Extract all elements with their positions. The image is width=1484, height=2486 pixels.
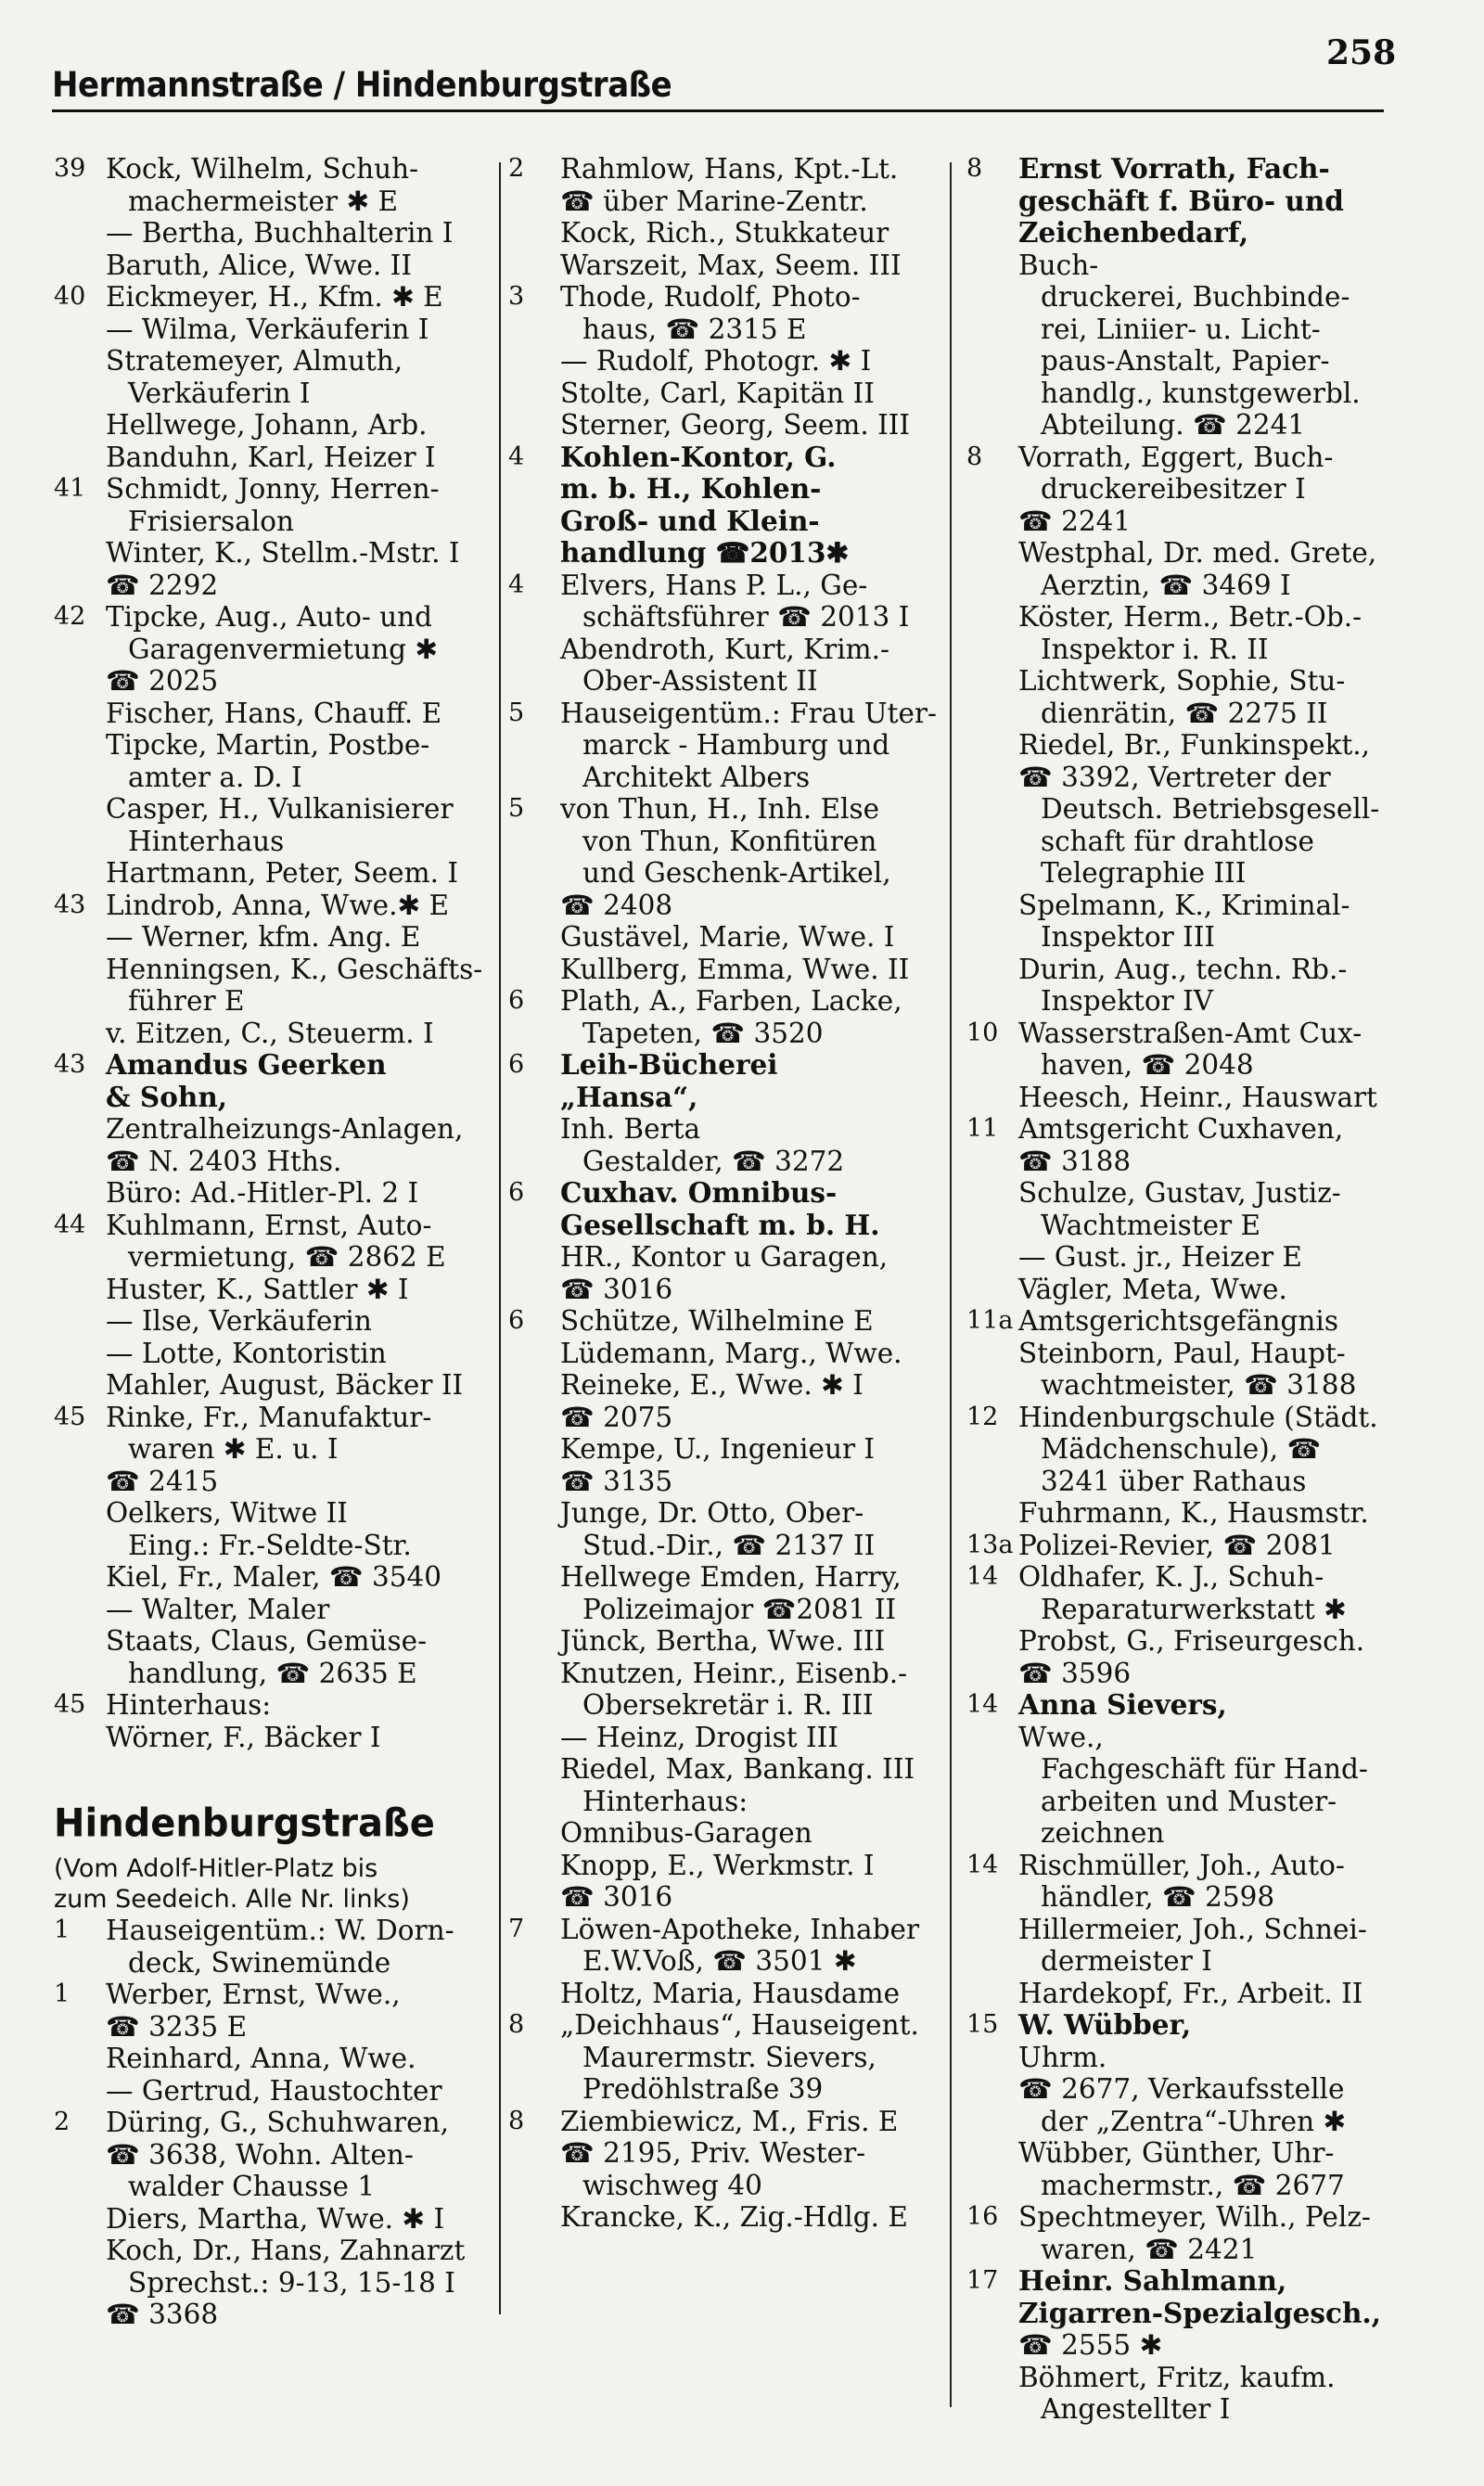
house-number: 6 xyxy=(508,1306,525,1335)
entry-line: Spelmann, K., Kriminal- xyxy=(1018,889,1350,921)
column-divider xyxy=(499,162,501,2314)
entry-line: Casper, H., Vulkanisierer xyxy=(106,793,454,825)
entry-line: Fischer, Hans, Chauff. E xyxy=(106,697,442,729)
entry-firm-name: Anna Sievers, xyxy=(1018,1688,1227,1721)
page-number: 258 xyxy=(1326,33,1397,72)
entry-firm-name: Cuxhav. Omnibus- xyxy=(560,1176,838,1209)
entry-line: wachtmeister, ☎ 3188 xyxy=(1041,1369,1357,1401)
entry-line: ☎ 2241 xyxy=(1018,505,1132,537)
entry-line: Wasserstraßen-Amt Cux- xyxy=(1018,1017,1362,1049)
entry-line: Schütze, Wilhelmine E xyxy=(560,1305,874,1337)
directory-entry xyxy=(508,2009,944,2106)
entry-line: Schmidt, Jonny, Herren- xyxy=(106,473,440,505)
entry-line: Garagenvermietung ✱ xyxy=(128,633,439,665)
house-number: 41 xyxy=(54,474,86,503)
house-number: 11a xyxy=(966,1306,1014,1335)
directory-entry xyxy=(966,442,1421,1018)
entry-line: ☎ 2075 xyxy=(560,1401,673,1433)
house-number: 14 xyxy=(966,1562,999,1591)
entry-line: Hellwege, Johann, Arb. xyxy=(106,409,428,441)
directory-entry xyxy=(508,1049,944,1177)
entry-line: Jünck, Bertha, Wwe. III xyxy=(560,1625,886,1657)
directory-entry xyxy=(54,1402,499,1690)
entry-line: Hillermeier, Joh., Schnei- xyxy=(1018,1913,1367,1945)
entry-line: Löwen-Apotheke, Inhaber xyxy=(560,1913,920,1945)
entry-line: der „Zentra“-Uhren ✱ xyxy=(1041,2105,1347,2137)
entry-line: arbeiten und Muster- xyxy=(1041,1785,1337,1817)
directory-entry xyxy=(54,153,499,281)
house-number: 12 xyxy=(966,1402,999,1431)
entry-line: ☎ 3368 xyxy=(106,2299,219,2330)
entry-line: ☎ 3638, Wohn. Alten- xyxy=(106,2138,414,2171)
directory-entry xyxy=(54,1210,499,1402)
entry-line: Stratemeyer, Almuth, xyxy=(106,345,403,377)
entry-line: haven, ☎ 2048 xyxy=(1041,1049,1254,1081)
entry-line: Steinborn, Paul, Haupt- xyxy=(1018,1337,1346,1369)
entry-line: ☎ 3596 xyxy=(1018,1657,1132,1689)
entry-line: von Thun, Konfitüren xyxy=(582,825,877,857)
entry-line: Telegraphie III xyxy=(1041,857,1247,889)
entry-line: — Heinz, Drogist III xyxy=(560,1721,838,1753)
entry-line: Gestalder, ☎ 3272 xyxy=(582,1145,845,1177)
entry-line: Staats, Claus, Gemüse- xyxy=(106,1625,428,1657)
entry-line: ☎ 3235 E xyxy=(106,2010,248,2043)
entry-line: Tipcke, Martin, Postbe- xyxy=(106,729,430,761)
directory-entry xyxy=(508,1914,944,2010)
entry-line: schäftsführer ☎ 2013 I xyxy=(582,601,910,633)
entry-line: HR., Kontor u Garagen, xyxy=(560,1241,889,1273)
entry-line: Eing.: Fr.-Seldte-Str. xyxy=(128,1529,412,1561)
entry-firm-name: „Hansa“, xyxy=(560,1080,698,1113)
house-number: 4 xyxy=(508,570,525,599)
entry-line: Junge, Dr. Otto, Ober- xyxy=(560,1497,864,1529)
entry-line: E.W.Voß, ☎ 3501 ✱ xyxy=(582,1945,857,1977)
entry-line: ☎ 3016 xyxy=(560,1273,673,1305)
entry-line: waren, ☎ 2421 xyxy=(1041,2233,1258,2265)
house-number: 8 xyxy=(508,2106,525,2135)
entry-line: amter a. D. I xyxy=(128,761,302,793)
entry-line: Oldhafer, K. J., Schuh- xyxy=(1018,1561,1324,1593)
entry-line: — Gertrud, Haustochter xyxy=(106,2074,442,2107)
directory-entry xyxy=(54,1915,499,1979)
house-number: 5 xyxy=(508,698,525,727)
house-number: 4 xyxy=(508,442,525,471)
entry-line: 3241 über Rathaus xyxy=(1041,1465,1307,1497)
entry-line: Reparaturwerkstatt ✱ xyxy=(1041,1593,1347,1625)
entry-line: Kuhlmann, Ernst, Auto- xyxy=(106,1209,432,1241)
entry-line: — Lotte, Kontoristin xyxy=(106,1337,387,1369)
house-number: 2 xyxy=(54,2108,70,2136)
entry-firm-name: Kohlen-Kontor, G. xyxy=(560,440,837,473)
house-number: 39 xyxy=(54,154,86,183)
entry-line: Predöhlstraße 39 xyxy=(582,2073,824,2105)
house-number: 10 xyxy=(966,1018,999,1047)
entry-line: Hinterhaus: xyxy=(106,1689,272,1721)
entry-line: Gustävel, Marie, Wwe. I xyxy=(560,921,895,953)
entry-line: Sprechst.: 9-13, 15-18 I xyxy=(128,2266,455,2299)
directory-entry xyxy=(966,2201,1421,2265)
entry-line: machermstr., ☎ 2677 xyxy=(1041,2169,1345,2201)
entry-line: Huster, K., Sattler ✱ I xyxy=(106,1273,409,1305)
entry-line: Rinke, Fr., Manufaktur- xyxy=(106,1401,432,1433)
entry-line: ☎ 3188 xyxy=(1018,1145,1132,1177)
entry-line: Schulze, Gustav, Justiz- xyxy=(1018,1177,1341,1209)
house-number: 45 xyxy=(54,1690,86,1719)
entry-line: „Deichhaus“, Hauseigent. xyxy=(560,2009,919,2041)
entry-line: dienrätin, ☎ 2275 II xyxy=(1041,697,1328,729)
entry-line: Banduhn, Karl, Heizer I xyxy=(106,441,436,473)
entry-line: Mädchenschule), ☎ xyxy=(1041,1433,1322,1465)
entry-line: Hinterhaus xyxy=(128,825,285,857)
street-note: (Vom Adolf-Hitler-Platz bis xyxy=(54,1854,378,1883)
street-note: zum Seedeich. Alle Nr. links) xyxy=(54,1885,410,1914)
entry-line: Hartmann, Peter, Seem. I xyxy=(106,857,458,889)
entry-line: Tipcke, Aug., Auto- und xyxy=(106,601,433,633)
entry-line: Riedel, Br., Funkinspekt., xyxy=(1018,729,1371,761)
entry-line: Knopp, E., Werkmstr. I xyxy=(560,1849,875,1881)
entry-line: Amtsgericht Cuxhaven, xyxy=(1018,1113,1344,1145)
entry-line: Architekt Albers xyxy=(582,761,811,793)
directory-column-2 xyxy=(508,153,944,2234)
directory-entry xyxy=(508,281,944,442)
entry-line: druckerei, Buchbinde- xyxy=(1041,281,1350,313)
directory-entry xyxy=(54,1979,499,2107)
directory-entry xyxy=(508,570,944,698)
entry-line: von Thun, H., Inh. Else xyxy=(560,793,880,825)
house-number: 45 xyxy=(54,1402,86,1431)
house-number: 5 xyxy=(508,794,525,823)
entry-line: rei, Liniier- u. Licht- xyxy=(1041,313,1321,345)
entry-line: Rahmlow, Hans, Kpt.-Lt. xyxy=(560,153,899,185)
entry-line: Mahler, August, Bäcker II xyxy=(106,1369,464,1401)
entry-line: Obersekretär i. R. III xyxy=(582,1689,874,1721)
entry-line: Polizei-Revier, ☎ 2081 xyxy=(1018,1529,1336,1561)
entry-line: ☎ 2408 xyxy=(560,889,673,921)
entry-line: Kock, Rich., Stukkateur xyxy=(560,217,889,249)
directory-entry xyxy=(508,698,944,794)
entry-line: Büro: Ad.-Hitler-Pl. 2 I xyxy=(106,1177,419,1209)
entry-line: ☎ 3392, Vertreter der xyxy=(1018,761,1331,793)
entry-firm-name: Groß- und Klein- xyxy=(560,504,820,537)
entry-line: Warszeit, Max, Seem. III xyxy=(560,249,902,281)
entry-line: Wörner, F., Bäcker I xyxy=(106,1721,381,1753)
entry-line: vermietung, ☎ 2862 E xyxy=(128,1241,446,1273)
entry-firm-name: & Sohn, xyxy=(106,1080,228,1113)
entry-line: Lindrob, Anna, Wwe.✱ E xyxy=(106,889,450,921)
entry-line: marck - Hamburg und xyxy=(582,729,890,761)
house-number: 6 xyxy=(508,986,525,1015)
entry-line: — Ilse, Verkäuferin xyxy=(106,1305,372,1337)
entry-line: Zentralheizungs-Anlagen, xyxy=(106,1113,464,1145)
entry-line: Holtz, Maria, Hausdame xyxy=(560,1977,901,2009)
directory-entry xyxy=(966,1561,1421,1689)
entry-firm-name: geschäft f. Büro- und xyxy=(1018,184,1344,217)
house-number: 15 xyxy=(966,2010,999,2039)
entry-firm-name: Zigarren-Spezialgesch., xyxy=(1018,2296,1381,2329)
entry-line: zeichnen xyxy=(1041,1817,1165,1849)
entry-line: Riedel, Max, Bankang. III xyxy=(560,1753,915,1785)
house-number: 13a xyxy=(966,1530,1014,1559)
entry-line: Wwe., xyxy=(1018,1721,1104,1753)
entry-line: Fachgeschäft für Hand- xyxy=(1041,1753,1368,1785)
directory-entry xyxy=(508,442,944,570)
directory-entry xyxy=(966,1850,1421,2010)
entry-line: ☎ 2677, Verkaufsstelle xyxy=(1018,2073,1345,2105)
entry-line: Sterner, Georg, Seem. III xyxy=(560,409,911,441)
entry-firm-name: W. Wübber, xyxy=(1018,2008,1192,2041)
entry-line: Reinhard, Anna, Wwe. xyxy=(106,2043,416,2074)
entry-line: Buch- xyxy=(1018,249,1099,281)
entry-line: druckereibesitzer I xyxy=(1041,473,1306,505)
entry-line: ☎ 2025 xyxy=(106,665,219,697)
entry-line: Hinterhaus: xyxy=(582,1785,748,1817)
header-rule xyxy=(52,109,1384,112)
entry-line: Düring, G., Schuhwaren, xyxy=(106,2107,449,2138)
house-number: 2 xyxy=(508,154,525,183)
house-number: 44 xyxy=(54,1210,86,1239)
entry-firm-name: Leih-Bücherei xyxy=(560,1048,778,1081)
entry-line: Heesch, Heinr., Hauswart xyxy=(1018,1081,1377,1113)
entry-line: waren ✱ E. u. I xyxy=(128,1433,339,1465)
column-divider xyxy=(950,162,952,2407)
entry-line: Tapeten, ☎ 3520 xyxy=(582,1017,824,1049)
entry-line: Hardekopf, Fr., Arbeit. II xyxy=(1018,1977,1363,2009)
entry-line: Plath, A., Farben, Lacke, xyxy=(560,985,902,1017)
directory-entry xyxy=(54,2107,499,2331)
house-number: 3 xyxy=(508,282,525,311)
house-number: 1 xyxy=(54,1916,70,1944)
entry-line: Stud.-Dir., ☎ 2137 II xyxy=(582,1529,876,1561)
entry-line: Kock, Wilhelm, Schuh- xyxy=(106,153,419,185)
entry-line: Eickmeyer, H., Kfm. ✱ E xyxy=(106,281,443,313)
entry-line: Thode, Rudolf, Photo- xyxy=(560,281,861,313)
entry-line: Kempe, U., Ingenieur I xyxy=(560,1433,876,1465)
entry-line: Oelkers, Witwe II xyxy=(106,1497,348,1529)
entry-line: schaft für drahtlose xyxy=(1041,825,1315,857)
entry-line: Lüdemann, Marg., Wwe. xyxy=(560,1337,902,1369)
entry-firm-name: m. b. H., Kohlen- xyxy=(560,472,822,505)
entry-line: Wachtmeister E xyxy=(1041,1209,1261,1241)
directory-entry xyxy=(508,985,944,1049)
entry-line: Krancke, K., Zig.-Hdlg. E xyxy=(560,2201,908,2233)
house-number: 42 xyxy=(54,602,86,631)
directory-entry xyxy=(966,2265,1421,2426)
directory-entry xyxy=(966,1530,1421,1562)
entry-line: Koch, Dr., Hans, Zahnarzt xyxy=(106,2235,466,2266)
directory-entry xyxy=(54,601,499,890)
entry-line: Angestellter I xyxy=(1041,2393,1231,2425)
directory-entry xyxy=(508,1305,944,1914)
house-number: 8 xyxy=(508,2010,525,2039)
directory-entry xyxy=(966,1689,1421,1850)
entry-line: Fuhrmann, K., Hausmstr. xyxy=(1018,1497,1369,1529)
entry-line: Winter, K., Stellm.-Mstr. I xyxy=(106,537,460,569)
entry-firm-name: Gesellschaft m. b. H. xyxy=(560,1208,880,1241)
entry-line: Inh. Berta xyxy=(560,1113,701,1145)
house-number: 11 xyxy=(966,1114,999,1143)
entry-line: Wübber, Günther, Uhr- xyxy=(1018,2137,1335,2169)
entry-line: v. Eitzen, C., Steuerm. I xyxy=(106,1017,434,1049)
entry-line: Verkäuferin I xyxy=(128,377,311,409)
directory-entry xyxy=(508,153,944,281)
house-number: 43 xyxy=(54,890,86,919)
entry-line: handlung, ☎ 2635 E xyxy=(128,1657,417,1689)
house-number: 8 xyxy=(966,442,983,471)
directory-column-3 xyxy=(966,153,1421,2426)
entry-line: Knutzen, Heinr., Eisenb.- xyxy=(560,1657,908,1689)
entry-line: Inspektor i. R. II xyxy=(1041,633,1269,665)
house-number: 17 xyxy=(966,2266,999,2295)
entry-line: ☎ über Marine-Zentr. xyxy=(560,185,868,217)
house-number: 6 xyxy=(508,1178,525,1207)
house-number: 16 xyxy=(966,2202,999,2231)
entry-line: Kullberg, Emma, Wwe. II xyxy=(560,953,910,985)
entry-line: paus-Anstalt, Papier- xyxy=(1041,345,1330,377)
entry-line: Hindenburgschule (Städt. xyxy=(1018,1401,1378,1433)
entry-line: handlg., kunstgewerbl. xyxy=(1041,377,1361,409)
street-heading: Hindenburgstraße xyxy=(54,1800,435,1847)
entry-line: Diers, Martha, Wwe. ✱ I xyxy=(106,2202,445,2235)
entry-line: ☎ 2415 xyxy=(106,1465,219,1497)
house-number: 6 xyxy=(508,1050,525,1079)
directory-entry xyxy=(508,793,944,985)
entry-line: Inspektor IV xyxy=(1041,985,1214,1017)
entry-line: ☎ 3135 xyxy=(560,1465,673,1497)
entry-line: Böhmert, Fritz, kaufm. xyxy=(1018,2361,1336,2393)
entry-firm-name: handlung ☎2013✱ xyxy=(560,536,850,569)
directory-entry xyxy=(508,1177,944,1305)
directory-entry xyxy=(966,1018,1421,1114)
entry-line: walder Chausse 1 xyxy=(128,2171,376,2202)
entry-line: dermeister I xyxy=(1041,1945,1212,1977)
entry-line: Rischmüller, Joh., Auto- xyxy=(1018,1849,1345,1881)
house-number: 14 xyxy=(966,1850,999,1879)
house-number: 14 xyxy=(966,1690,999,1719)
entry-firm-name: Amandus Geerken xyxy=(106,1048,387,1081)
directory-entry xyxy=(966,1113,1421,1305)
entry-line: ☎ 2292 xyxy=(106,569,219,601)
entry-line: Frisiersalon xyxy=(128,505,295,537)
house-number: 8 xyxy=(966,154,983,183)
entry-line: Abteilung. ☎ 2241 xyxy=(1041,409,1306,441)
entry-line: Omnibus-Garagen xyxy=(560,1817,812,1849)
entry-line: und Geschenk-Artikel, xyxy=(582,857,891,889)
directory-entry xyxy=(54,473,499,601)
house-number: 1 xyxy=(54,1980,70,2008)
house-number: 40 xyxy=(54,282,86,311)
entry-line: Elvers, Hans P. L., Ge- xyxy=(560,569,868,601)
directory-entry xyxy=(966,153,1421,442)
directory-entry xyxy=(54,890,499,1050)
entry-line: — Bertha, Buchhalterin I xyxy=(106,217,454,249)
entry-line: — Werner, kfm. Ang. E xyxy=(106,921,421,953)
entry-line: Aerztin, ☎ 3469 I xyxy=(1041,569,1291,601)
entry-line: führer E xyxy=(128,985,245,1017)
entry-line: Spechtmeyer, Wilh., Pelz- xyxy=(1018,2201,1371,2233)
entry-line: machermeister ✱ E xyxy=(128,185,399,217)
entry-line: — Wilma, Verkäuferin I xyxy=(106,313,429,345)
entry-line: ☎ 2555 ✱ xyxy=(1018,2329,1163,2361)
entry-line: ☎ N. 2403 Hths. xyxy=(106,1145,342,1177)
entry-line: Köster, Herm., Betr.-Ob.- xyxy=(1018,601,1362,633)
entry-line: ☎ 3016 xyxy=(560,1881,673,1913)
entry-line: Kiel, Fr., Maler, ☎ 3540 xyxy=(106,1561,442,1593)
entry-firm-name: Zeichenbedarf, xyxy=(1018,216,1249,249)
entry-firm-name: Ernst Vorrath, Fach- xyxy=(1018,152,1330,185)
entry-line: — Walter, Maler xyxy=(106,1593,330,1625)
entry-firm-name: Heinr. Sahlmann, xyxy=(1018,2264,1287,2297)
entry-line: Vägler, Meta, Wwe. xyxy=(1018,1273,1287,1305)
house-number: 7 xyxy=(508,1914,525,1943)
entry-line: Henningsen, K., Geschäfts- xyxy=(106,953,483,985)
entry-line: Vorrath, Eggert, Buch- xyxy=(1018,441,1334,473)
entry-line: haus, ☎ 2315 E xyxy=(582,313,807,345)
entry-line: Reineke, E., Wwe. ✱ I xyxy=(560,1369,864,1401)
directory-entry xyxy=(966,2009,1421,2201)
entry-line: — Gust. jr., Heizer E xyxy=(1018,1241,1302,1273)
entry-line: Uhrm. xyxy=(1018,2041,1107,2073)
directory-entry xyxy=(966,1402,1421,1530)
entry-line: Deutsch. Betriebsgesell- xyxy=(1041,793,1380,825)
entry-line: Durin, Aug., techn. Rb.- xyxy=(1018,953,1348,985)
entry-line: Inspektor III xyxy=(1041,921,1216,953)
entry-line: Ober-Assistent II xyxy=(582,665,818,697)
entry-line: — Rudolf, Photogr. ✱ I xyxy=(560,345,872,377)
entry-line: wischweg 40 xyxy=(582,2169,762,2201)
entry-line: händler, ☎ 2598 xyxy=(1041,1881,1275,1913)
entry-line: deck, Swinemünde xyxy=(128,1946,391,1979)
entry-line: Polizeimajor ☎2081 II xyxy=(582,1593,897,1625)
directory-entry xyxy=(508,2106,944,2234)
entry-line: Westphal, Dr. med. Grete, xyxy=(1018,537,1377,569)
entry-line: Hauseigentüm.: Frau Uter- xyxy=(560,697,937,729)
directory-entry xyxy=(54,281,499,473)
entry-line: Maurermstr. Sievers, xyxy=(582,2041,876,2073)
entry-line: Ziembiewicz, M., Fris. E xyxy=(560,2105,899,2137)
entry-line: Stolte, Carl, Kapitän II xyxy=(560,377,875,409)
entry-line: Amtsgerichtsgefängnis xyxy=(1018,1305,1338,1337)
entry-line: Hellwege Emden, Harry, xyxy=(560,1561,902,1593)
directory-entry xyxy=(966,1305,1421,1402)
entry-line: Werber, Ernst, Wwe., xyxy=(106,1979,401,2010)
entry-line: Abendroth, Kurt, Krim.- xyxy=(560,633,889,665)
directory-entry xyxy=(54,1689,499,1753)
page-header-title: Hermannstraße / Hindenburgstraße xyxy=(52,65,672,106)
directory-column-1 xyxy=(54,153,499,2331)
house-number: 43 xyxy=(54,1050,86,1079)
entry-line: Hauseigentüm.: W. Dorn- xyxy=(106,1915,454,1946)
entry-line: ☎ 2195, Priv. Wester- xyxy=(560,2137,866,2169)
entry-line: Baruth, Alice, Wwe. II xyxy=(106,249,412,281)
directory-entry xyxy=(54,1049,499,1210)
entry-line: Lichtwerk, Sophie, Stu- xyxy=(1018,665,1346,697)
entry-line: Probst, G., Friseurgesch. xyxy=(1018,1625,1365,1657)
